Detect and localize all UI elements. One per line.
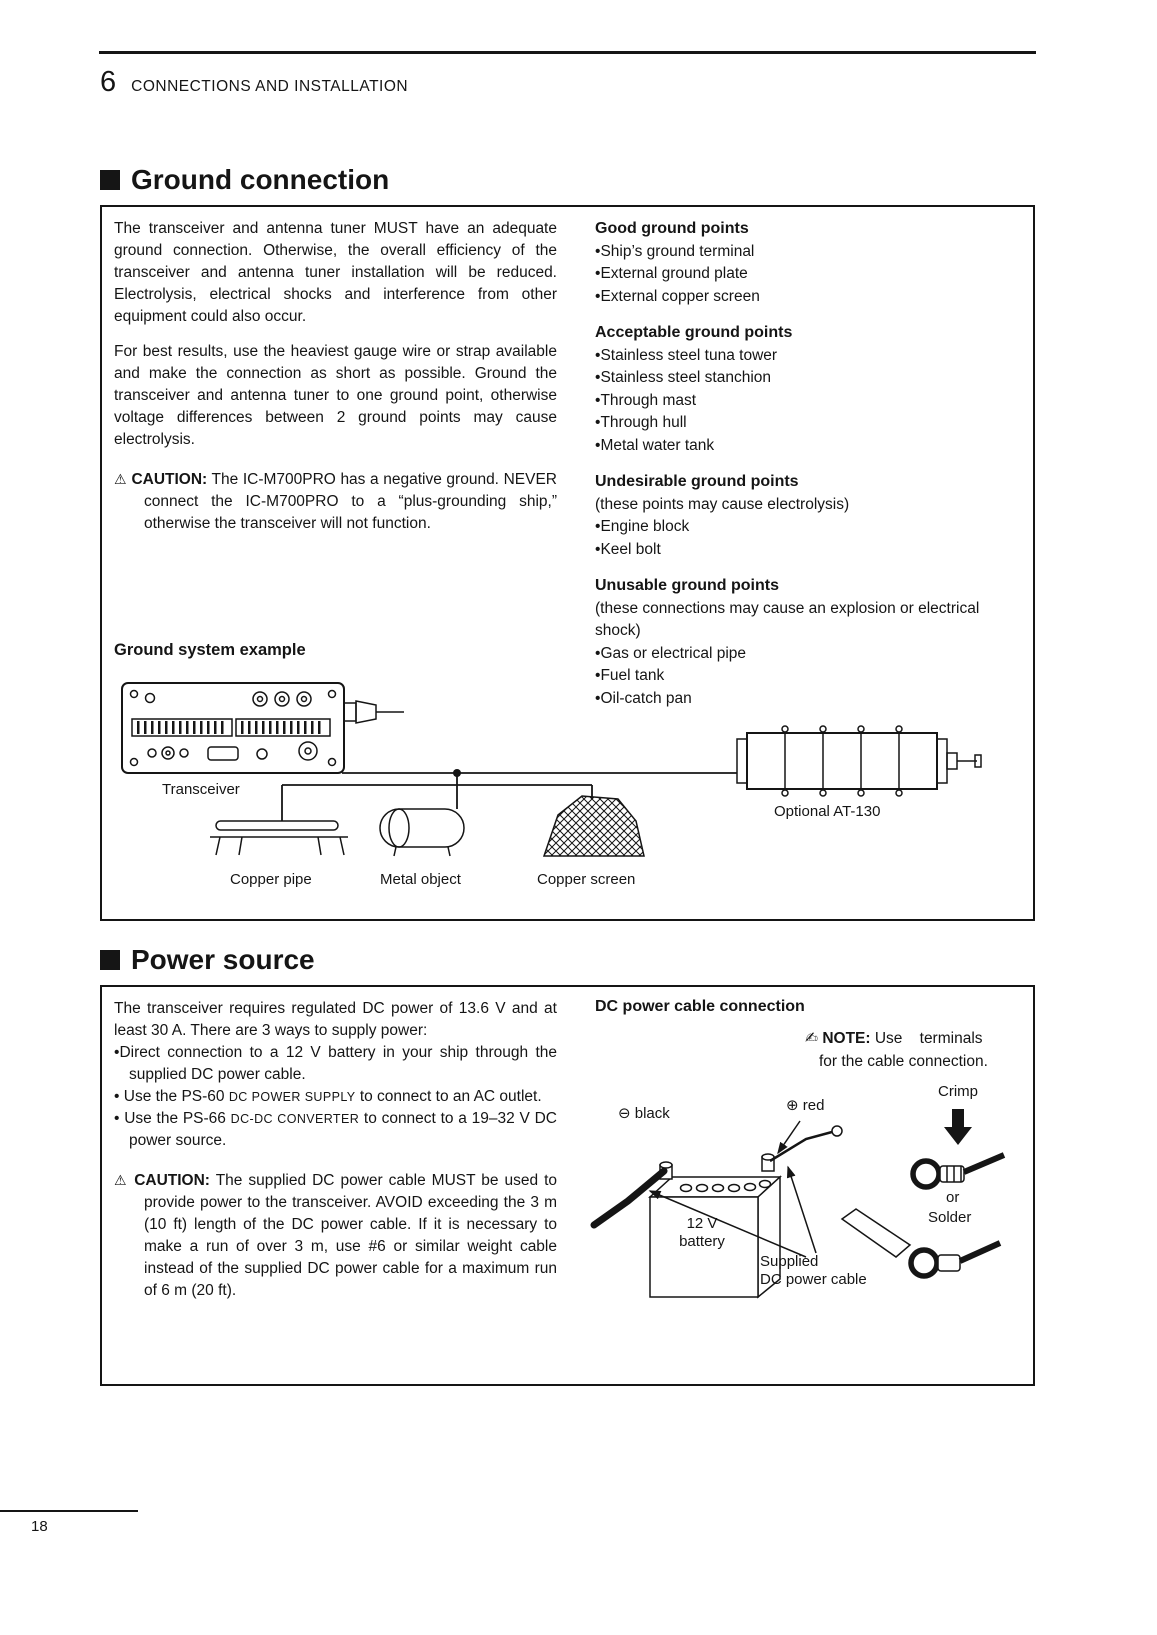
chapter-number: 6 (100, 66, 117, 98)
note-icon: ✍ (805, 1030, 818, 1047)
list-item: • Ship’s ground terminal (595, 241, 1029, 264)
battery-label-line1: 12 V (686, 1215, 718, 1232)
power-bullet-3 (114, 1108, 557, 1152)
ground-text-column (114, 218, 557, 535)
note-line-1: Use terminals (874, 1030, 983, 1047)
list-item: • Stainless steel stanchion (595, 367, 1029, 390)
ground-section-box (100, 205, 1035, 921)
ground-wire (282, 769, 739, 821)
ground-example-label: Ground system example (114, 641, 306, 659)
bullet-text: to connect to an AC outlet. (359, 1088, 542, 1105)
battery-label (652, 1215, 752, 1251)
copper-pipe-figure (210, 821, 348, 855)
note-label: NOTE: (822, 1030, 871, 1047)
page-number: 18 (31, 1518, 48, 1535)
bullet-text: Use the PS-60 (123, 1088, 225, 1105)
list-item: • Fuel tank (595, 665, 1029, 688)
red-cable (770, 1132, 832, 1161)
list-item: • External copper screen (595, 286, 1029, 309)
section-title: Ground connection (131, 164, 390, 195)
ground-caution (114, 468, 557, 535)
dc-power-diagram (590, 1079, 1032, 1382)
list-item: • Through hull (595, 412, 1029, 435)
plus-icon: ⊕ (786, 1097, 799, 1114)
cable-pointer-arrow (788, 1167, 816, 1253)
power-text-column (114, 998, 557, 1302)
metal-object-figure (380, 809, 464, 856)
copper-screen-label: Copper screen (537, 871, 636, 888)
copper-pipe-label: Copper pipe (230, 871, 312, 888)
black-terminal-label (618, 1105, 670, 1123)
ground-system-diagram (112, 679, 1027, 919)
note-block (805, 1027, 1035, 1073)
supplied-cable-label (760, 1253, 867, 1289)
acceptable-ground-points (595, 322, 1029, 457)
crimp-label: Crimp (938, 1083, 978, 1100)
list-item: • Through mast (595, 390, 1029, 413)
bullet-text: to connect to a 19–32 V DC power source. (129, 1110, 558, 1149)
at130-label: Optional AT-130 (774, 803, 881, 820)
chapter-title: CONNECTIONS AND INSTALLATION (131, 78, 409, 95)
red-terminal-label (786, 1097, 824, 1115)
power-bullet-1: • Direct connection to a 12 V battery in your ship through the supplied DC power cable. (114, 1042, 557, 1086)
list-note: (these connections may cause an explosion or electrical shock) (595, 599, 980, 639)
caution-text: The supplied DC power cable MUST be used to provide power to the transceiver. AVOID exceeding the 3 m (10 ft) length of the DC power cable. If it is necessary to make a run of over 3 m, use #6 or similar weight cable instead of the supplied DC power cable for a maximum run of 6 m (20 ft). (144, 1172, 557, 1299)
black-label-text: black (634, 1105, 670, 1122)
warning-icon: ⚠ (114, 1172, 129, 1188)
note-line-2: for the cable connection. (819, 1053, 988, 1070)
battery-label-line2: battery (679, 1233, 725, 1250)
list-item: • Stainless steel tuna tower (595, 345, 1029, 368)
list-item: • Gas or electrical pipe (595, 643, 1029, 666)
section-heading-power (100, 944, 315, 976)
section-heading-ground (100, 164, 389, 196)
section-title: Power source (131, 944, 315, 975)
section-square-icon (100, 950, 120, 970)
ground-paragraph-1: The transceiver and antenna tuner MUST have an adequate ground connection. Otherwise, the overall efficiency of the transceiver and antenna tuner installation will be reduced. Electrolysis, electrical shocks and interference from other equipment could also occur. (114, 220, 557, 325)
bullet-smallcaps: DC POWER SUPPLY (228, 1090, 356, 1104)
minus-icon: ⊖ (618, 1105, 631, 1122)
ground-points-column (595, 218, 1029, 724)
solder-label: Solder (928, 1209, 972, 1226)
list-heading: Unusable ground points (595, 577, 779, 594)
cable-label-line1: Supplied (760, 1253, 819, 1270)
ground-paragraph-2: For best results, use the heaviest gauge wire or strap available and make the connection as short as possible. Ground the transceiver and antenna tuner to one ground point, otherwise voltage differences between 2 ground points may cause electrolysis. (114, 343, 557, 448)
footer-rule (0, 1510, 138, 1512)
crimp-arrow-icon (944, 1109, 972, 1145)
good-ground-points (595, 218, 1029, 308)
red-label-text: red (802, 1097, 825, 1114)
red-cable-terminal (832, 1126, 842, 1136)
or-label: or (946, 1189, 960, 1206)
list-item: • Keel bolt (595, 539, 1029, 562)
list-item: • External ground plate (595, 263, 1029, 286)
top-rule (99, 51, 1036, 54)
section-square-icon (100, 170, 120, 190)
copper-screen-figure (544, 796, 644, 856)
caution-label: CAUTION: (131, 471, 208, 488)
list-heading: Good ground points (595, 220, 749, 237)
transceiver-figure (122, 683, 404, 773)
metal-object-label: Metal object (380, 871, 461, 888)
list-item: • Oil-catch pan (595, 688, 1029, 711)
power-intro: The transceiver requires regulated DC power of 13.6 V and at least 30 A. There are 3 ways to supply power: (114, 1000, 557, 1039)
power-section-box (100, 985, 1035, 1386)
power-bullet-2 (114, 1086, 557, 1108)
cable-label-line2: DC power cable (760, 1271, 867, 1288)
dc-cable-heading: DC power cable connection (595, 998, 805, 1015)
bullet-text: Use the PS-66 (124, 1110, 226, 1127)
caution-text: The IC-M700PRO has a negative ground. NEVER connect the IC-M700PRO to a “plus-grounding ship,” otherwise the transceiver will not function. (144, 471, 557, 532)
undesirable-ground-points (595, 471, 1029, 561)
list-heading: Acceptable ground points (595, 324, 793, 341)
list-heading: Undesirable ground points (595, 473, 799, 490)
caution-label: CAUTION: (134, 1172, 210, 1189)
list-note: (these points may cause electrolysis) (595, 495, 850, 513)
list-item: • Metal water tank (595, 435, 1029, 458)
bullet-smallcaps: DC-DC CONVERTER (230, 1112, 360, 1126)
transceiver-label: Transceiver (162, 781, 240, 798)
crimp-terminal (913, 1155, 1004, 1187)
warning-icon: ⚠ (114, 471, 127, 487)
chapter-header (100, 66, 408, 99)
at130-figure (737, 726, 981, 796)
power-caution (114, 1169, 557, 1302)
list-item: • Engine block (595, 516, 1029, 539)
